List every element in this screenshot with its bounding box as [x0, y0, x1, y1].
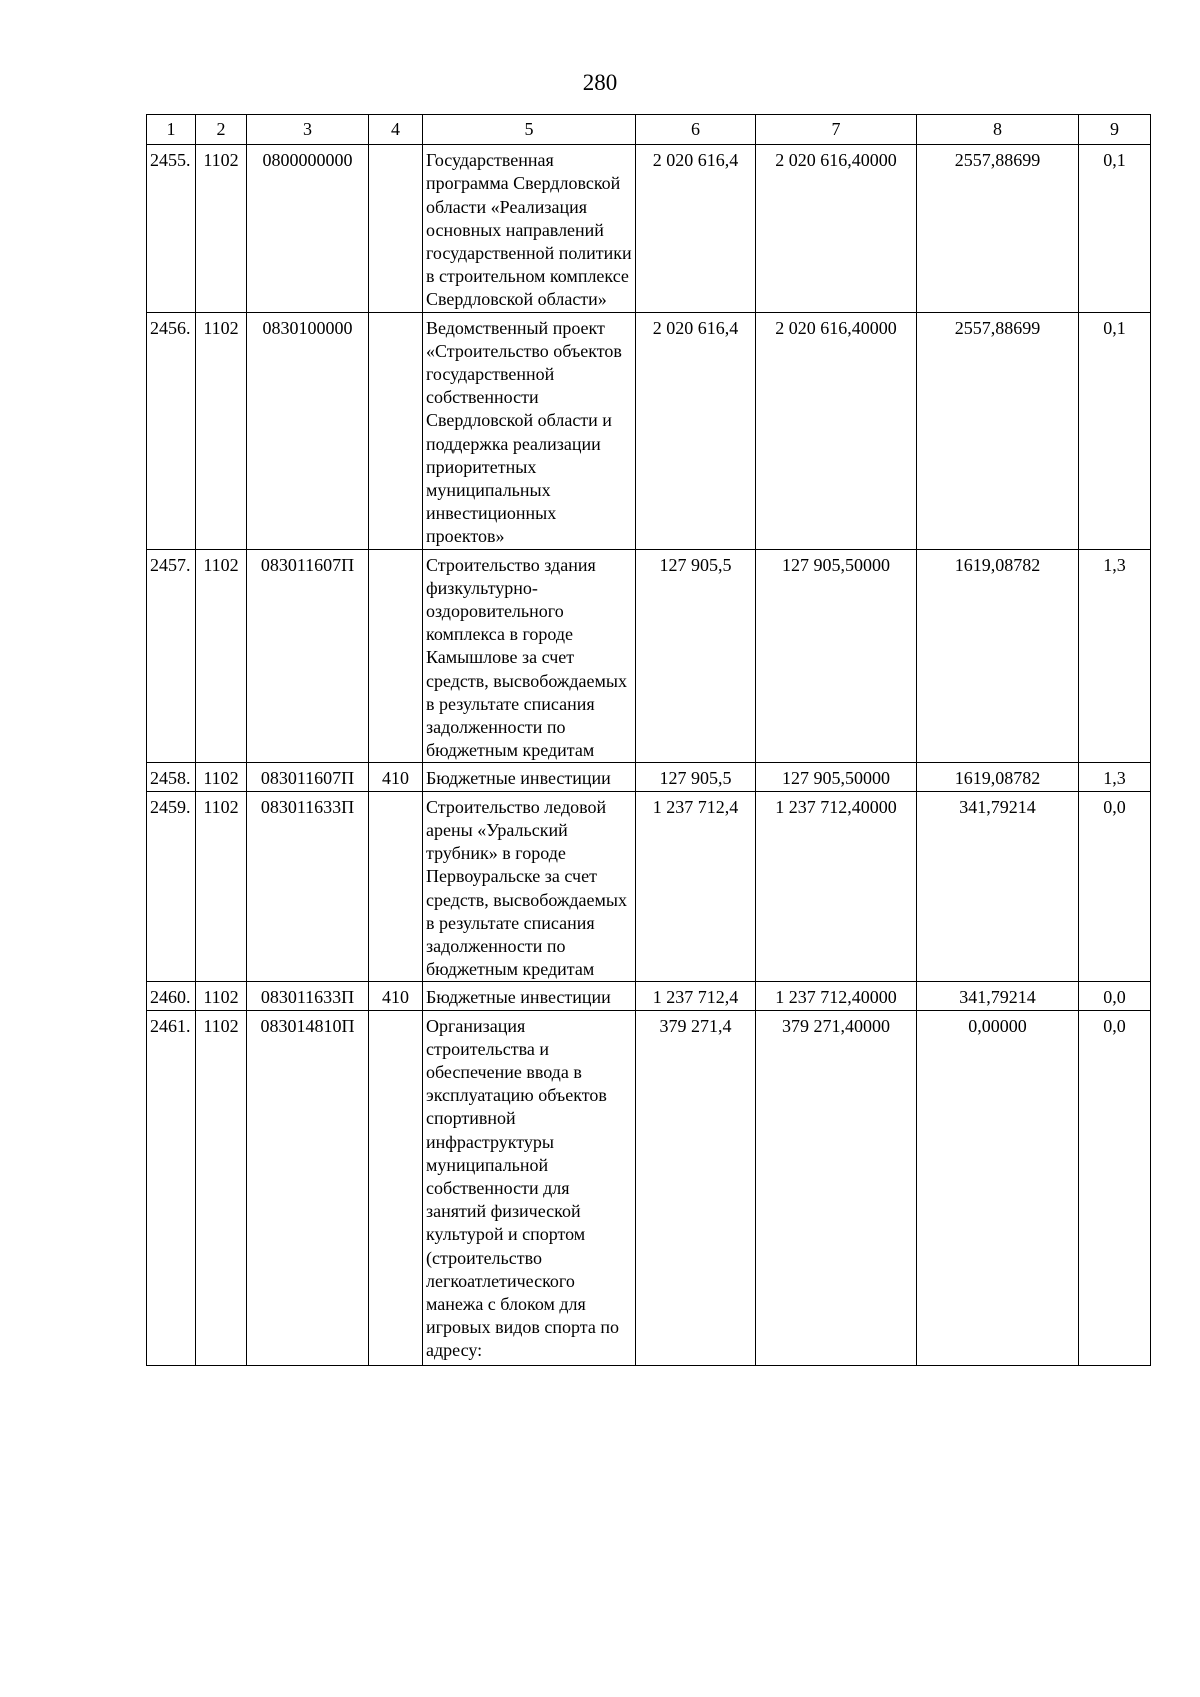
- percent-cell: 1,3: [1079, 549, 1151, 763]
- description-cell: Бюджетные инвестиции: [423, 982, 636, 1010]
- executed-cell: 127 905,50000: [756, 763, 917, 791]
- percent-cell: 0,0: [1079, 791, 1151, 982]
- difference-cell: 1619,08782: [917, 763, 1079, 791]
- expense-type-cell: [369, 145, 423, 312]
- description-cell: Строительство здания физкультурно-оздоровительного комплекса в городе Камышлове за счет средств, высвобождаемых в результате списания задолженности по бюджетным кредитам: [423, 549, 636, 763]
- difference-cell: 2557,88699: [917, 312, 1079, 549]
- amount-cell: 2 020 616,4: [636, 312, 756, 549]
- target-code-cell: 0830100000: [247, 312, 369, 549]
- executed-cell: 1 237 712,40000: [756, 791, 917, 982]
- row-number-cell: 2456.: [147, 312, 196, 549]
- amount-cell: 1 237 712,4: [636, 791, 756, 982]
- target-code-cell: 0800000000: [247, 145, 369, 312]
- executed-cell: 1 237 712,40000: [756, 982, 917, 1010]
- page-number: 280: [582, 70, 618, 95]
- percent-cell: 0,1: [1079, 145, 1151, 312]
- executed-cell: 2 020 616,40000: [756, 145, 917, 312]
- column-header: 9: [1079, 115, 1151, 145]
- row-number-cell: 2457.: [147, 549, 196, 763]
- amount-cell: 1 237 712,4: [636, 982, 756, 1010]
- percent-cell: 1,3: [1079, 763, 1151, 791]
- target-code-cell: 083011633П: [247, 791, 369, 982]
- expense-type-cell: 410: [369, 763, 423, 791]
- section-code-cell: 1102: [196, 791, 247, 982]
- section-code-cell: 1102: [196, 549, 247, 763]
- row-number-cell: 2461.: [147, 1010, 196, 1365]
- target-code-cell: 083011607П: [247, 763, 369, 791]
- budget-table: [146, 114, 1151, 1366]
- description-cell: Государственная программа Свердловской области «Реализация основных направлений государственной политики в строительном комплексе Свердловской области»: [423, 145, 636, 312]
- difference-cell: 0,00000: [917, 1010, 1079, 1365]
- column-header: 1: [147, 115, 196, 145]
- amount-cell: 127 905,5: [636, 549, 756, 763]
- table-row: [147, 1010, 1151, 1365]
- table-row: [147, 763, 1151, 791]
- header-row: [147, 115, 1151, 145]
- difference-cell: 2557,88699: [917, 145, 1079, 312]
- table-row: [147, 549, 1151, 763]
- row-number-cell: 2460.: [147, 982, 196, 1010]
- target-code-cell: 083014810П: [247, 1010, 369, 1365]
- column-header: 4: [369, 115, 423, 145]
- description-cell: Бюджетные инвестиции: [423, 763, 636, 791]
- expense-type-cell: [369, 1010, 423, 1365]
- section-code-cell: 1102: [196, 145, 247, 312]
- difference-cell: 341,79214: [917, 791, 1079, 982]
- percent-cell: 0,0: [1079, 1010, 1151, 1365]
- section-code-cell: 1102: [196, 763, 247, 791]
- column-header: 6: [636, 115, 756, 145]
- amount-cell: 379 271,4: [636, 1010, 756, 1365]
- column-header: 2: [196, 115, 247, 145]
- executed-cell: 379 271,40000: [756, 1010, 917, 1365]
- column-header: 5: [423, 115, 636, 145]
- description-cell: Ведомственный проект «Строительство объектов государственной собственности Свердловской области и поддержка реализации приоритетных муниципальных инвестиционных проектов»: [423, 312, 636, 549]
- target-code-cell: 083011607П: [247, 549, 369, 763]
- expense-type-cell: [369, 549, 423, 763]
- executed-cell: 2 020 616,40000: [756, 312, 917, 549]
- percent-cell: 0,1: [1079, 312, 1151, 549]
- amount-cell: 127 905,5: [636, 763, 756, 791]
- column-header: 8: [917, 115, 1079, 145]
- row-number-cell: 2455.: [147, 145, 196, 312]
- amount-cell: 2 020 616,4: [636, 145, 756, 312]
- expense-type-cell: [369, 791, 423, 982]
- table-row: [147, 145, 1151, 312]
- description-cell: Строительство ледовой арены «Уральский трубник» в городе Первоуральске за счет средств, высвобождаемых в результате списания задолженности по бюджетным кредитам: [423, 791, 636, 982]
- expense-type-cell: 410: [369, 982, 423, 1010]
- section-code-cell: 1102: [196, 982, 247, 1010]
- target-code-cell: 083011633П: [247, 982, 369, 1010]
- difference-cell: 1619,08782: [917, 549, 1079, 763]
- section-code-cell: 1102: [196, 1010, 247, 1365]
- table-row: [147, 312, 1151, 549]
- percent-cell: 0,0: [1079, 982, 1151, 1010]
- table-row: [147, 791, 1151, 982]
- column-header: 7: [756, 115, 917, 145]
- executed-cell: 127 905,50000: [756, 549, 917, 763]
- row-number-cell: 2459.: [147, 791, 196, 982]
- row-number-cell: 2458.: [147, 763, 196, 791]
- difference-cell: 341,79214: [917, 982, 1079, 1010]
- table-row: [147, 982, 1151, 1010]
- column-header: 3: [247, 115, 369, 145]
- expense-type-cell: [369, 312, 423, 549]
- description-cell: Организация строительства и обеспечение ввода в эксплуатацию объектов спортивной инфраструктуры муниципальной собственности для занятий физической культурой и спортом (строительство легкоатлетического манежа с блоком для игровых видов спорта по адресу:: [423, 1010, 636, 1365]
- section-code-cell: 1102: [196, 312, 247, 549]
